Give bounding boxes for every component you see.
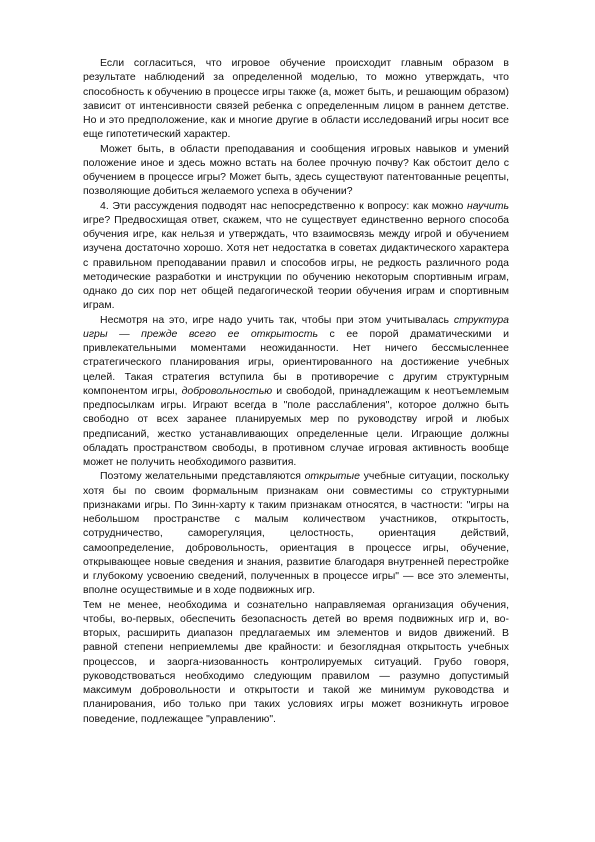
paragraph-3 bbox=[83, 199, 509, 313]
paragraph-text: учебные ситуации, поскольку хотя бы по своим формальным признакам они совместимы со структурными признаками игры. По Зинн-харту к таким признакам относятся, в частности: "игры на небольшом пространстве с малым количеством участников, открытость, сотрудничество, саморегуляция, целостность, ориентация действий, самоопределение, добровольность, ориентация в процессе игры, обучение, открывающее новые сведения и знания, развитие благодаря внутренней перестройке и глубокому усвоению сведений, полученных в процессе игры" — все это элементы, вполне осуществимые и в ходе подвижных игр. bbox=[83, 470, 509, 597]
paragraph-text: игре? Предвосхищая ответ, скажем, что не существует единственно верного способа обучения игре, как нельзя и утверждать, что взаимосвязь между игрой и обучением изучена достаточно хорошо. Хотя нет недостатка в советах дидактического характера с правильном преподавании правил и способов игры, не редкость различного рода методические разработки и инструкции по обучению некоторым спортивным играм, однако до сих пор нет общей педагогической теории обучения играм и спортивным играм. bbox=[83, 213, 509, 312]
emphasis-text: открытые bbox=[304, 470, 360, 483]
paragraph-text: Может быть, в области преподавания и сообщения игровых навыков и умений положение иное и здесь можно встать на более прочную почву? Как обстоит дело с обучением в процессе игры? Может быть, здесь существуют патентованные рецепты, позволяющие добиться желаемого успеха в обучении? bbox=[83, 142, 509, 198]
paragraph-text: Несмотря на это, игре надо учить так, чтобы при этом учитывалась bbox=[100, 313, 454, 326]
paragraph-text: и свободой, принадлежащим к неотъемлемым предпосылкам игры. Играют всегда в "поле расслабления", которое должно быть свободно от всех заранее планируемых мер по руководству игрой и любых предписаний, жестко устанавливающих определенные цели. Играющие должны обладать пространством свободы, в противном случае игровая активность вообще может не получить необходимого развития. bbox=[83, 384, 509, 468]
paragraph-2 bbox=[83, 142, 509, 199]
paragraph-text: с ее порой драматическими и привлекательными моментами неожиданности. Нет ничего бессмысленнее стратегического планирования игры, ориентированного на достижение учебных целей. Такая стратегия вступила бы в противоречие с другим структурным компонентом игры, bbox=[83, 327, 509, 397]
paragraph-4 bbox=[83, 313, 509, 470]
paragraph-text: Тем не менее, необходима и сознательно направляемая организация обучения, чтобы, во-первых, обеспечить безопасность детей во время подвижных игр и, во-вторых, расширить диапазон предлагаемых им элементов и видов движений. В равной степени неприемлемы две крайности: и безоглядная открытость учебных процессов, и заорга-низованность контролируемых ситуаций. Грубо говоря, руководствоваться необходимо следующим правилом — разумно допустимый максимум добровольности и открытости и такой же минимум руководства и планирования, ибо только при таких условиях игры может возникнуть игровое поведение, подлежащее "управлению". bbox=[83, 598, 509, 725]
emphasis-text: структура игры — прежде всего ее открытость bbox=[83, 313, 509, 340]
paragraph-1 bbox=[83, 56, 509, 142]
paragraph-6 bbox=[83, 598, 509, 726]
paragraph-text: Поэтому желательными представляются bbox=[100, 470, 305, 483]
paragraph-text: 4. Эти рассуждения подводят нас непосредственно к вопросу: как можно bbox=[100, 199, 467, 212]
paragraph-text: Если согласиться, что игровое обучение происходит главным образом в результате наблюдений за определенной моделью, то можно утверждать, что способность к обучению в процессе игры также (а, может быть, и решающим образом) зависит от интенсивности связей ребенка с определенным лицом в раннем детстве. Но и это предположение, как и многие другие в области исследований игры носит все еще гипотетический характер. bbox=[83, 57, 509, 141]
paragraph-5 bbox=[83, 469, 509, 597]
emphasis-text: добровольностью bbox=[181, 384, 273, 397]
document-page bbox=[83, 56, 509, 726]
emphasis-text: научить bbox=[466, 199, 509, 212]
